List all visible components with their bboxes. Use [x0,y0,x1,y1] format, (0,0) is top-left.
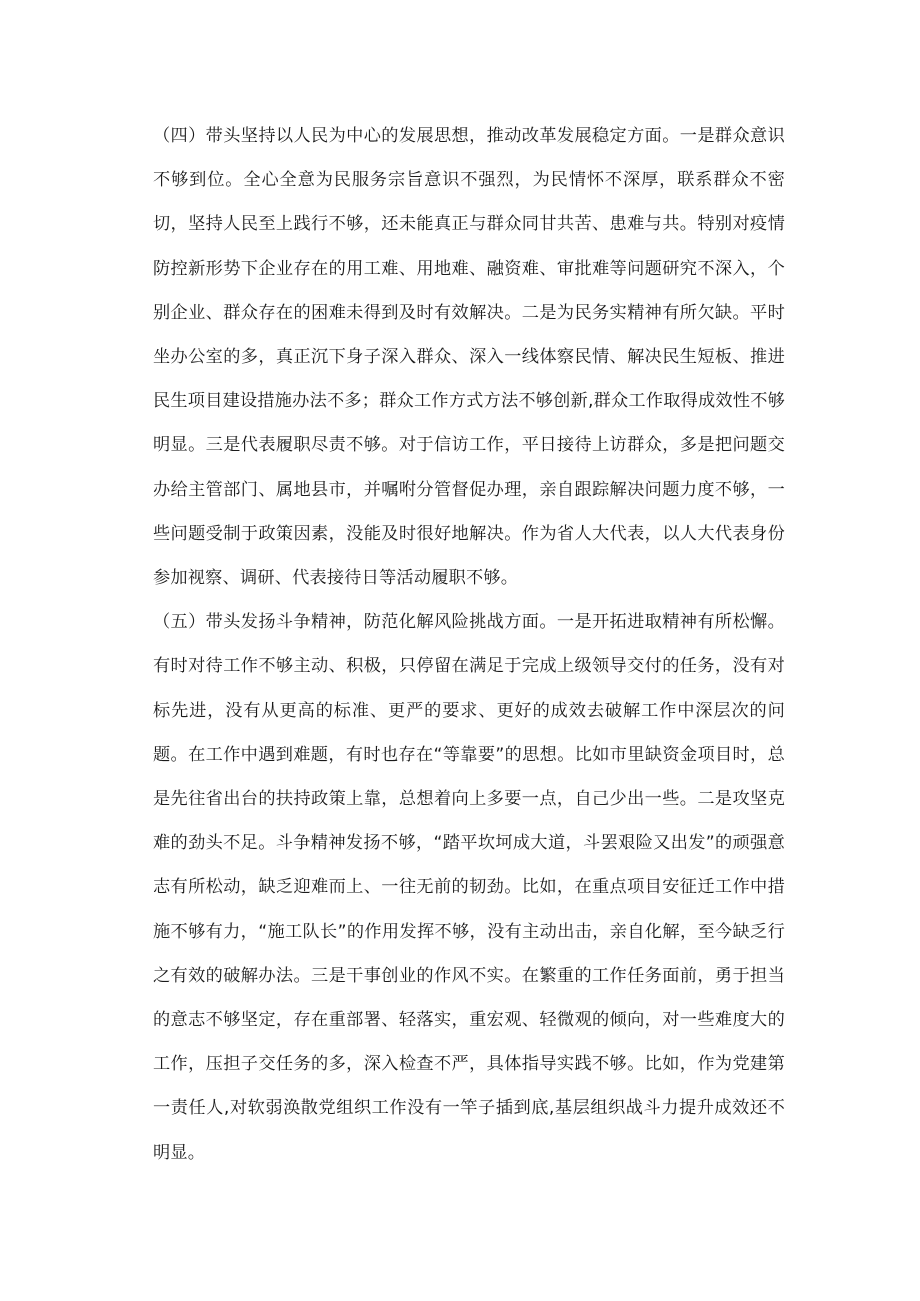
document-body [137,114,785,1175]
paragraph-four: （四）带头坚持以人民为中心的发展思想，推动改革发展稳定方面。一是群众意识不够到位。全心全意为民服务宗旨意识不强烈，为民情怀不深厚，联系群众不密切，坚持人民至上践行不够，还未能真正与群众同甘共苦、患难与共。特别对疫情防控新形势下企业存在的用工难、用地难、融资难、审批难等问题研究不深入，个别企业、群众存在的困难未得到及时有效解决。二是为民务实精神有所欠缺。平时坐办公室的多，真正沉下身子深入群众、深入一线体察民情、解决民生短板、推进民生项目建设措施办法不多；群众工作方式方法不够创新,群众工作取得成效性不够明显。三是代表履职尽责不够。对于信访工作，平日接待上访群众，多是把问题交办给主管部门、属地县市，并嘱咐分管督促办理，亲自跟踪解决问题力度不够，一些问题受制于政策因素，没能及时很好地解决。作为省人大代表，以人大代表身份参加视察、调研、代表接待日等活动履职不够。 [153,126,785,589]
paragraph-five: （五）带头发扬斗争精神，防范化解风险挑战方面。一是开拓进取精神有所松懈。有时对待工作不够主动、积极，只停留在满足于完成上级领导交付的任务，没有对标先进，没有从更高的标准、更严的要求、更好的成效去破解工作中深层次的问题。在工作中遇到难题，有时也存在“等靠要”的思想。比如市里缺资金项目时，总是先往省出台的扶持政策上靠，总想着向上多要一点，自己少出一些。二是攻坚克难的劲头不足。斗争精神发扬不够，“踏平坎坷成大道，斗罢艰险又出发”的顽强意志有所松动，缺乏迎难而上、一往无前的韧劲。比如，在重点项目安征迁工作中措施不够有力，“施工队长”的作用发挥不够，没有主动出击，亲自化解，至今缺乏行之有效的破解办法。三是干事创业的作风不实。在繁重的工作任务面前，勇于担当的意志不够坚定，存在重部署、轻落实，重宏观、轻微观的倾向，对一些难度大的工作，压担子交任务的多，深入检查不严，具体指导实践不够。比如，作为党建第一责任人,对软弱涣散党组织工作没有一竿子插到底,基层组织战斗力提升成效还不明显。 [153,612,785,1163]
